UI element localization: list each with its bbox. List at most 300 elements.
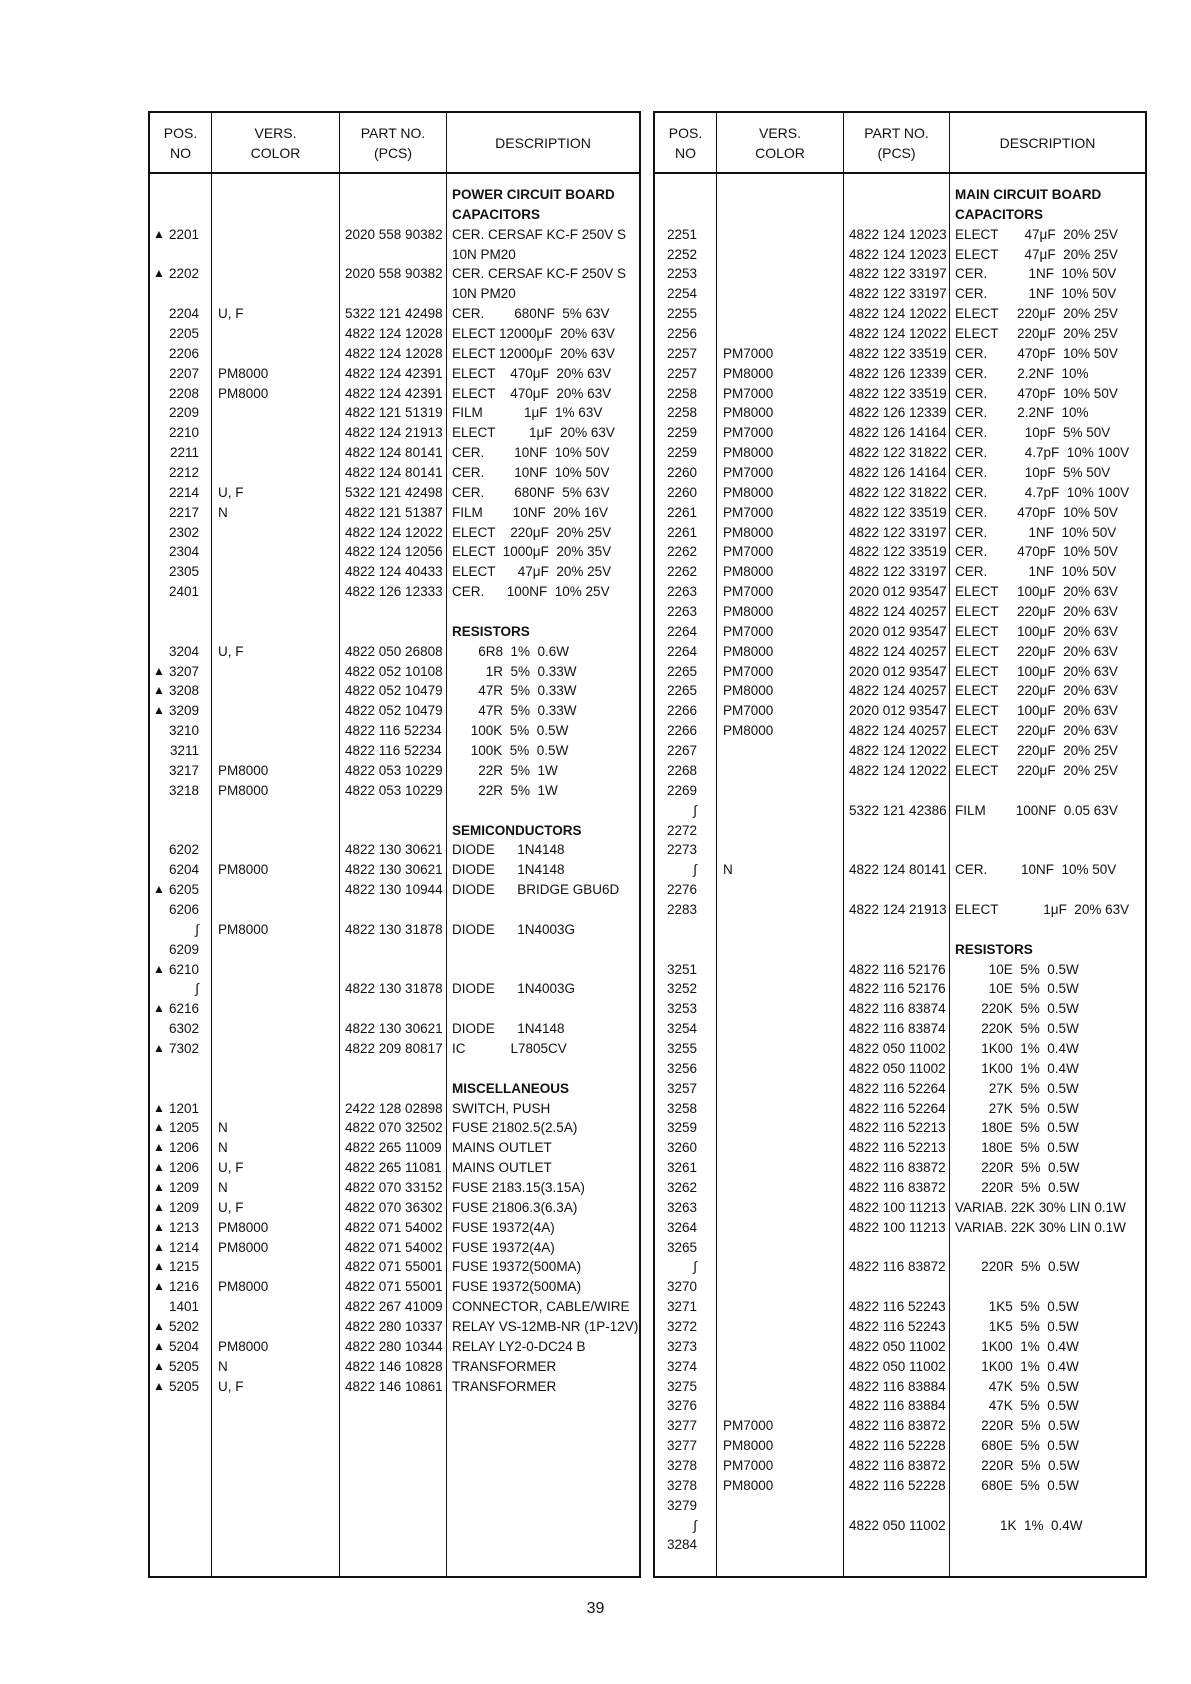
table-row [150,821,639,841]
description: ELECT 100μF 20% 63V [955,663,1118,679]
table-row [150,582,639,602]
table-row [655,1238,1145,1258]
table-row [655,225,1145,245]
pos-number: 2210 [168,425,199,441]
table-row [655,1158,1145,1178]
table-row [655,741,1145,761]
pos-number: 6204 [168,862,199,878]
part-number: 4822 280 10344 [345,1338,443,1354]
part-number: 2020 012 93547 [849,584,947,600]
table-row [655,701,1145,721]
section-heading: RESISTORS [955,941,1033,957]
description: 1K 1% 0.4W [955,1517,1083,1533]
description: 220R 5% 0.5W [955,1179,1080,1195]
pos-number: 2260 [666,465,697,481]
part-number: 4822 124 12023 [849,246,947,262]
pos-number: 2258 [666,385,697,401]
header-pos: POS. NO [163,124,198,161]
part-number: 4822 124 21913 [345,425,443,441]
table-row [655,880,1145,900]
table-row [150,1257,639,1277]
part-number: 4822 146 10861 [345,1378,443,1394]
warning-triangle-icon: ▲ [153,882,165,897]
pos-number: 3272 [666,1318,697,1334]
pos-number: 3278 [666,1458,697,1473]
section-heading: MISCELLANEOUS [452,1080,570,1096]
description: CER. 10pF 5% 50V [955,465,1111,481]
part-number: 4822 130 10944 [345,882,443,898]
part-number: 4822 124 12022 [849,762,947,778]
table-row [150,622,639,642]
pos-number: 3261 [666,1160,697,1176]
table-row [150,562,639,582]
description: 1K5 5% 0.5W [955,1299,1079,1315]
description: 220K 5% 0.5W [955,1021,1079,1037]
table-row [150,205,639,225]
part-number: 4822 116 52228 [849,1477,946,1493]
pos-number: 3264 [666,1219,697,1235]
part-number: 5322 121 42498 [345,306,443,322]
warning-triangle-icon: ▲ [153,1259,165,1274]
description: 1K5 5% 0.5W [955,1318,1079,1334]
table-row [150,503,639,523]
description: CER. 1NF 10% 50V [955,286,1117,302]
description: ELECT 1000μF 20% 35V [452,544,612,560]
description: 22R 5% 1W [452,782,558,798]
description: DIODE 1N4148 [452,842,565,858]
table-row [655,423,1145,443]
part-number: 4822 124 42391 [345,385,443,401]
part-number: 4822 100 11213 [849,1199,946,1215]
pos-number: 2204 [168,306,199,322]
pos-number: 2272 [666,822,697,838]
table-row [150,840,639,860]
description: ELECT 100μF 20% 63V [955,584,1118,600]
part-number: 2020 558 90382 [345,226,443,242]
section-heading: RESISTORS [452,623,530,639]
description: CER. 10NF 10% 50V [955,862,1117,878]
version-color: PM8000 [723,365,774,381]
table-row [655,761,1145,781]
table-row [150,364,639,384]
table-row [655,264,1145,284]
version-color: PM7000 [723,623,774,639]
description: FUSE 21802.5(2.5A) [452,1120,578,1136]
pos-number: 2205 [168,326,199,342]
table-row [655,562,1145,582]
main-board-rows [655,185,1145,1555]
part-number: 4822 070 33152 [345,1179,443,1195]
description: CER. CERSAF KC-F 250V S [452,266,627,282]
pos-number: 2262 [666,564,697,580]
table-row [150,721,639,741]
part-number: 4822 050 11002 [849,1358,946,1374]
version-color: PM8000 [723,683,774,699]
warning-triangle-icon: ▲ [153,1179,165,1194]
table-row [655,979,1145,999]
pos-number: 3275 [666,1378,697,1394]
pos-number: 2214 [168,484,199,500]
table-row [150,900,639,920]
table-row [655,523,1145,543]
pos-number: 3208 [168,683,199,699]
pos-number: ∫ [693,1517,697,1533]
description: DIODE 1N4148 [452,862,565,878]
description: 47K 5% 0.5W [955,1378,1079,1394]
pos-number: 3277 [666,1438,697,1454]
pos-number: 2273 [666,842,697,858]
table-row [655,1118,1145,1138]
part-number: 4822 122 33197 [849,524,947,540]
description: 100K 5% 0.5W [452,743,569,759]
pos-number: 6210 [168,961,199,977]
version-color: PM8000 [723,604,774,620]
table-row [655,1377,1145,1397]
part-number: 4822 124 12056 [345,544,443,560]
pos-number: 5202 [168,1318,199,1334]
part-number: 4822 122 33197 [849,266,947,282]
header-description: DESCRIPTION [495,134,591,151]
description: FUSE 19372(500MA) [452,1279,582,1295]
pos-number: 2263 [666,604,697,620]
table-row [150,403,639,423]
section-heading: POWER CIRCUIT BOARD [452,187,615,202]
part-number: 4822 116 52176 [849,981,946,997]
part-number: 4822 124 80141 [345,445,443,461]
pos-number: 6202 [168,842,199,858]
table-row [655,1039,1145,1059]
description: ELECT 220μF 20% 63V [955,723,1118,739]
table-row [150,960,639,980]
version-color: PM8000 [723,445,774,461]
part-number: 4822 124 12022 [849,306,947,322]
table-row [150,801,639,821]
description: 680E 5% 0.5W [955,1438,1079,1454]
pos-number: 2266 [666,723,697,739]
part-number: 4822 265 11081 [345,1160,442,1176]
pos-number: ∫ [195,921,199,937]
part-number: 2422 128 02898 [345,1100,443,1116]
table-row [655,1019,1145,1039]
warning-triangle-icon: ▲ [153,703,165,718]
pos-number: 3251 [666,961,697,977]
table-row [150,225,639,245]
description: ELECT 220μF 20% 25V [955,326,1118,342]
pos-number: 3273 [666,1338,697,1354]
version-color: U, F [218,1199,244,1215]
description: 100K 5% 0.5W [452,723,569,739]
part-number: 4822 050 11002 [849,1060,946,1076]
part-number: 4822 124 12022 [849,743,947,759]
description: CER. 470pF 10% 50V [955,345,1118,361]
part-number: 4822 050 11002 [849,1338,946,1354]
part-number: 4822 116 83874 [849,1001,946,1017]
description: CER. 4.7pF 10% 100V [955,484,1130,500]
table-row [150,304,639,324]
pos-number: 3256 [666,1060,697,1076]
table-row [150,1059,639,1079]
pos-number: 6216 [168,1001,199,1017]
table-row [150,523,639,543]
table-row [150,1277,639,1297]
table-row [150,1019,639,1039]
table-row [655,483,1145,503]
pos-number: 3218 [168,782,199,798]
description: DIODE 1N4003G [452,921,576,937]
part-number: 4822 071 54002 [345,1219,443,1235]
pos-number: 3277 [666,1418,697,1434]
description: CER. 680NF 5% 63V [452,306,610,322]
part-number: 4822 116 83872 [849,1179,946,1195]
pos-number: 3270 [666,1279,697,1295]
part-number: 2020 012 93547 [849,663,947,679]
warning-triangle-icon: ▲ [153,1001,165,1016]
version-color: PM7000 [723,345,774,361]
table-row [655,1516,1145,1536]
part-number: 4822 116 52213 [849,1140,946,1156]
description: CER. 470pF 10% 50V [955,504,1118,520]
part-number: 4822 116 83872 [849,1259,946,1275]
description: 1K00 1% 0.4W [955,1358,1079,1374]
pos-number: 2208 [168,385,199,401]
pos-number: 2251 [666,226,697,242]
pos-number: 2263 [666,584,697,600]
table-row [655,642,1145,662]
part-number: 4822 126 12339 [849,405,947,421]
warning-triangle-icon: ▲ [153,1358,165,1373]
version-color: PM7000 [723,1418,774,1434]
description: ELECT 100μF 20% 63V [955,703,1118,719]
part-number: 4822 122 31822 [849,484,947,500]
version-color: PM8000 [218,921,269,937]
description: ELECT 220μF 20% 63V [955,604,1118,620]
version-color: PM7000 [723,385,774,401]
description: CER. 4.7pF 10% 100V [955,445,1130,461]
description: 22R 5% 1W [452,762,558,778]
pos-number: 2252 [666,246,697,262]
table-row [150,741,639,761]
pos-number: 3257 [666,1080,697,1096]
table-row [655,1317,1145,1337]
description: IC L7805CV [452,1040,567,1056]
description: CER. 1NF 10% 50V [955,564,1117,580]
pos-number: 1206 [168,1160,199,1176]
pos-number: 3260 [666,1140,697,1156]
version-color: PM7000 [723,544,774,560]
part-number: 4822 122 33519 [849,504,947,520]
description: CER. 1NF 10% 50V [955,266,1117,282]
table-row [655,185,1145,205]
part-number: 4822 121 51387 [345,504,443,520]
version-color: PM8000 [723,405,774,421]
version-color: PM8000 [218,1239,269,1255]
part-number: 4822 070 32502 [345,1120,443,1136]
table-row [655,344,1145,364]
part-number: 4822 116 52264 [849,1100,946,1116]
description: FILM 1μF 1% 63V [452,405,603,421]
description: ELECT 220μF 20% 25V [955,743,1118,759]
table-row [655,304,1145,324]
pos-number: 2266 [666,703,697,719]
warning-triangle-icon: ▲ [153,1140,165,1155]
table-row [655,1337,1145,1357]
part-number: 4822 116 52213 [849,1120,946,1136]
description: FUSE 19372(4A) [452,1219,555,1235]
description: CER. 2.2NF 10% [955,365,1089,381]
part-number: 4822 130 30621 [345,1021,443,1037]
pos-number: 2264 [666,623,697,639]
part-number: 4822 130 31878 [345,921,443,937]
version-color: U, F [218,1378,244,1394]
table-row [150,483,639,503]
part-number: 2020 012 93547 [849,623,947,639]
pos-number: 3207 [168,663,199,679]
page-number: 39 [586,1600,605,1617]
table-row [655,781,1145,801]
table-row [150,1198,639,1218]
pos-number: 1401 [168,1299,199,1315]
table-row [655,1436,1145,1456]
description: CER. 10pF 5% 50V [955,425,1111,441]
table-row [655,999,1145,1019]
part-number: 4822 122 33519 [849,544,947,560]
part-number: 4822 116 52234 [345,723,442,739]
table-row [655,1277,1145,1297]
table-row [655,364,1145,384]
part-number: 4822 052 10479 [345,703,443,719]
description: FILM 100NF 0.05 63V [955,802,1118,818]
part-number: 4822 116 52176 [849,961,946,977]
table-row [150,423,639,443]
part-number: 4822 053 10229 [345,762,443,778]
description: 180E 5% 0.5W [955,1140,1079,1156]
description: FUSE 19372(4A) [452,1239,555,1255]
description: 220R 5% 0.5W [955,1160,1080,1176]
pos-number: 2254 [666,286,697,302]
description: 1R 5% 0.33W [452,663,577,679]
table-row [150,443,639,463]
pos-number: 3279 [666,1497,697,1513]
part-number: 4822 100 11213 [849,1219,946,1235]
part-number: 4822 116 52228 [849,1438,946,1454]
part-number: 4822 126 12339 [849,365,947,381]
description: ELECT 47μF 20% 25V [452,564,612,580]
description: ELECT 220μF 20% 25V [955,306,1118,322]
pos-number: 2257 [666,365,697,381]
description: CER. 10NF 10% 50V [452,465,610,481]
description: VARIAB. 22K 30% LIN 0.1W [955,1199,1126,1215]
part-number: 4822 122 33197 [849,286,947,302]
description: ELECT 470μF 20% 63V [452,385,612,401]
description: DIODE 1N4148 [452,1021,565,1037]
pos-number: ∫ [693,862,697,878]
pos-number: 2276 [666,882,697,898]
table-row [150,1357,639,1377]
warning-triangle-icon: ▲ [153,961,165,976]
description: VARIAB. 22K 30% LIN 0.1W [955,1219,1126,1235]
table-row [150,999,639,1019]
pos-number: 3278 [666,1477,697,1493]
warning-triangle-icon: ▲ [153,683,165,698]
pos-number: 3258 [666,1100,697,1116]
part-number: 4822 124 12022 [849,326,947,342]
version-color: PM8000 [723,1477,774,1493]
pos-number: 2207 [168,365,199,381]
table-row [150,681,639,701]
warning-triangle-icon: ▲ [153,1338,165,1353]
version-color: PM8000 [723,484,774,500]
part-number: 4822 126 14164 [849,425,947,441]
part-number: 4822 116 83874 [849,1021,946,1037]
table-row [655,1138,1145,1158]
pos-number: 3254 [666,1021,697,1037]
table-row [150,1138,639,1158]
version-color: PM8000 [723,524,774,540]
pos-number: 6209 [168,941,199,957]
table-row [655,681,1145,701]
version-color: U, F [218,643,244,659]
description: CER. 10NF 10% 50V [452,445,610,461]
part-number: 2020 012 93547 [849,703,947,719]
pos-number: 2202 [168,266,199,282]
warning-triangle-icon: ▲ [153,1219,165,1234]
description: MAINS OUTLET [452,1140,552,1156]
version-color: N [218,504,228,520]
version-color: U, F [218,1160,244,1176]
pos-number: 2209 [168,405,199,421]
pos-number: 2267 [666,743,697,759]
pos-number: 3265 [666,1239,697,1255]
header-vers: VERS. COLOR [755,124,805,161]
version-color: PM7000 [723,425,774,441]
table-row [655,403,1145,423]
part-number: 4822 122 33519 [849,385,947,401]
part-number: 4822 124 42391 [345,365,443,381]
table-row [655,662,1145,682]
table-row [655,1178,1145,1198]
pos-number: 2265 [666,683,697,699]
section-heading: CAPACITORS [955,206,1044,222]
table-row [655,1198,1145,1218]
pos-number: ∫ [195,981,199,997]
table-row [655,622,1145,642]
table-row [655,1257,1145,1277]
description: ELECT 220μF 20% 25V [452,524,612,540]
version-color: PM7000 [723,584,774,600]
table-row [655,602,1145,622]
pos-number: 2211 [169,445,199,461]
table-row [150,1178,639,1198]
table-row [655,840,1145,860]
version-color: PM8000 [723,723,774,739]
section-heading: MAIN CIRCUIT BOARD [955,187,1102,202]
part-number: 4822 124 12023 [849,226,947,242]
pos-number: 3217 [168,762,199,778]
version-color: N [218,1179,228,1195]
description: 47R 5% 0.33W [452,683,577,699]
pos-number: 2256 [666,326,697,342]
description: CER. 470pF 10% 50V [955,544,1118,560]
part-number: 4822 124 40257 [849,604,947,620]
description: ELECT 470μF 20% 63V [452,365,612,381]
pos-number: 5205 [168,1358,199,1374]
warning-triangle-icon: ▲ [153,663,165,678]
power-board-parts-table [148,111,641,1578]
table-row [655,721,1145,741]
version-color: PM8000 [218,762,269,778]
description: ELECT 220μF 20% 63V [955,683,1118,699]
table-row [655,324,1145,344]
